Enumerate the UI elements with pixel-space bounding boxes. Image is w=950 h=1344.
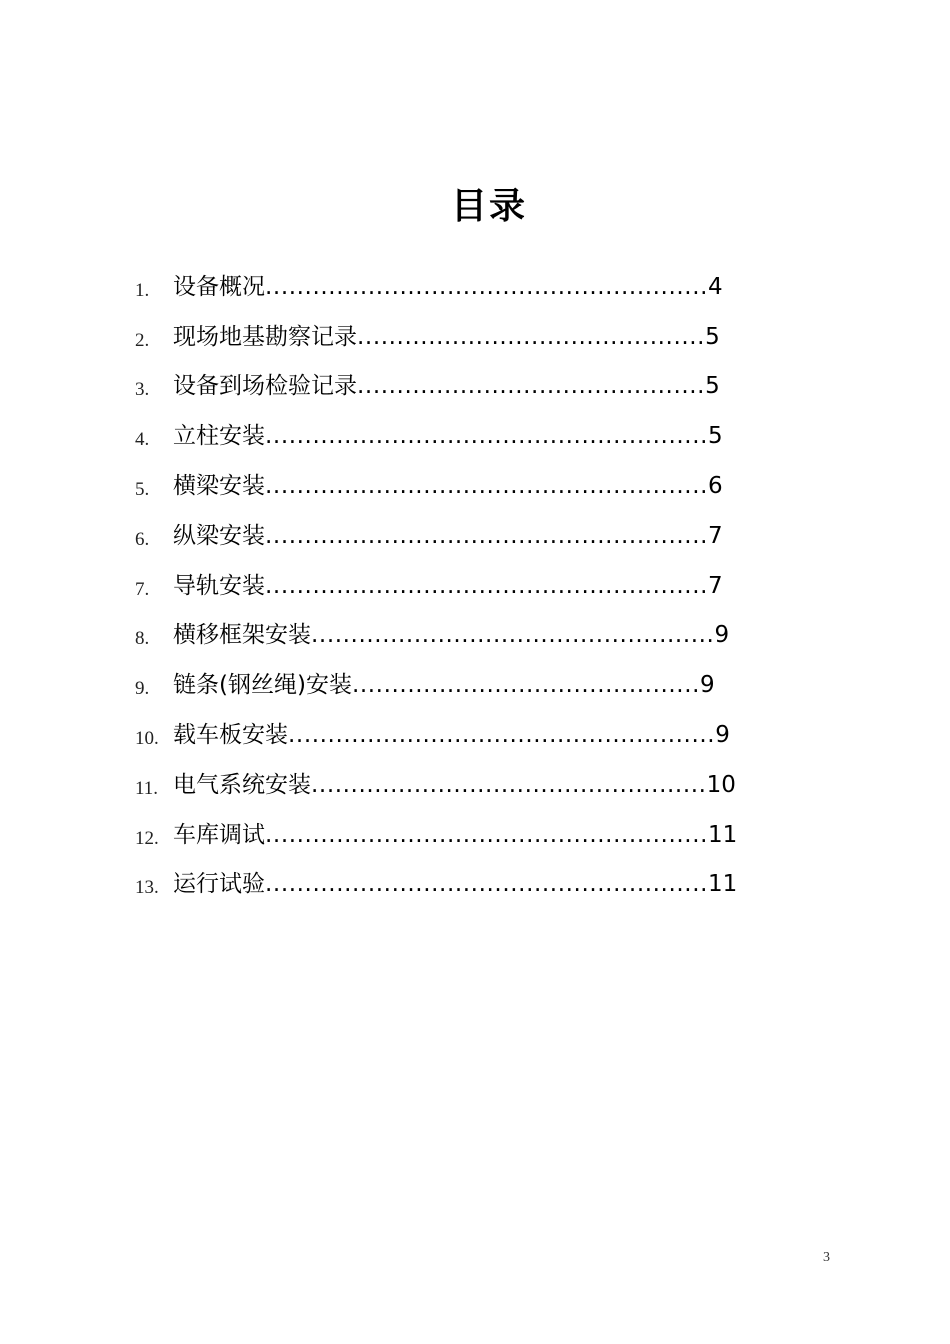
toc-entry-text: [173, 820, 737, 850]
toc-entry-page: 7: [708, 522, 723, 549]
toc-entry[interactable]: [135, 262, 835, 312]
toc-entry-number: 12.: [135, 827, 159, 849]
toc-entry[interactable]: [135, 660, 835, 710]
toc-entry-text: [173, 521, 723, 551]
toc-entry-leader-dots: ........................................................: [265, 821, 709, 848]
toc-entry-page: 5: [708, 423, 723, 450]
toc-entry-text: [173, 371, 720, 401]
toc-entry-text: [173, 322, 720, 352]
toc-entry[interactable]: [135, 511, 835, 561]
toc-entry-page: 5: [705, 323, 720, 350]
toc-entry[interactable]: [135, 411, 835, 461]
toc-entry-label: 载车板安装: [173, 722, 288, 749]
toc-entry-number: 10.: [135, 728, 159, 750]
toc-entry-page: 9: [700, 672, 715, 699]
toc-entry-label: 车库调试: [173, 821, 265, 848]
page-number: 3: [823, 1250, 830, 1265]
toc-entry-text: [173, 720, 730, 750]
toc-entry-label: 设备概况: [173, 273, 265, 300]
toc-entry-text: [173, 770, 736, 800]
toc-entry[interactable]: [135, 362, 835, 412]
toc-entry-page: 9: [715, 722, 730, 749]
toc-entry-page: 6: [708, 473, 723, 500]
toc-entry-leader-dots: ..................................................: [311, 771, 707, 798]
toc-entry-label: 横移框架安装: [173, 622, 311, 649]
toc-entry[interactable]: [135, 760, 835, 810]
toc-entry-number: 8.: [135, 628, 150, 650]
toc-entry[interactable]: [135, 561, 835, 611]
toc-entry-number: 5.: [135, 479, 150, 501]
toc-entry-leader-dots: ........................................................: [265, 423, 709, 450]
toc-entry-text: [173, 471, 723, 501]
toc-entry-text: [173, 272, 723, 302]
toc-entry-number: 2.: [135, 329, 150, 351]
toc-entry-text: [173, 869, 737, 899]
toc-entry-text: [173, 421, 723, 451]
toc-entry-leader-dots: ............................................: [357, 373, 706, 400]
toc-entry-leader-dots: ........................................................: [265, 871, 709, 898]
toc-entry-text: [173, 571, 723, 601]
toc-entry-leader-dots: ........................................................: [265, 572, 709, 599]
toc-entry[interactable]: [135, 710, 835, 760]
toc-entry[interactable]: [135, 860, 835, 910]
page-title: 目录: [450, 186, 527, 227]
toc-entry-page: 11: [708, 821, 738, 848]
toc-entry-page: 10: [706, 771, 736, 798]
toc-entry-number: 1.: [135, 279, 150, 301]
toc-entry-page: 7: [708, 572, 723, 599]
toc-entry-text: [173, 620, 729, 650]
toc-entry-number: 7.: [135, 578, 150, 600]
toc-entry-text: [173, 670, 715, 700]
toc-entry-page: 9: [714, 622, 730, 649]
toc-entry-leader-dots: ........................................................: [265, 522, 709, 549]
toc-entry[interactable]: [135, 461, 835, 511]
toc-entry-number: 3.: [135, 379, 150, 401]
toc-entry-label: 运行试验: [173, 871, 265, 898]
toc-entry-number: 9.: [135, 678, 150, 700]
toc-entry-label: 链条(钢丝绳)安装: [173, 672, 352, 699]
toc-entry-leader-dots: ........................................................: [265, 473, 709, 500]
toc-entry-number: 6.: [135, 528, 150, 550]
toc-entry-number: 11.: [135, 777, 159, 799]
toc-entry-page: 5: [705, 373, 720, 400]
toc-entry-label: 导轨安装: [173, 572, 265, 599]
toc-entry-leader-dots: ............................................: [357, 323, 706, 350]
toc-entry-page: 11: [708, 871, 738, 898]
toc-entry-number: 13.: [135, 877, 159, 899]
toc-entry-label: 纵梁安装: [173, 522, 265, 549]
table-of-contents: [135, 262, 835, 909]
toc-entry-leader-dots: ...................................................: [311, 622, 715, 649]
toc-entry-page: 4: [708, 273, 723, 300]
toc-entry-label: 设备到场检验记录: [173, 373, 357, 400]
toc-entry-leader-dots: ............................................: [351, 672, 701, 699]
toc-entry-label: 现场地基勘察记录: [173, 323, 357, 350]
toc-entry[interactable]: [135, 312, 835, 362]
toc-entry-label: 电气系统安装: [173, 771, 311, 798]
toc-entry[interactable]: [135, 810, 835, 860]
toc-entry[interactable]: [135, 611, 835, 661]
toc-entry-leader-dots: ........................................................: [265, 273, 709, 300]
toc-entry-number: 4.: [135, 429, 150, 451]
toc-entry-leader-dots: ......................................................: [288, 722, 716, 749]
toc-entry-label: 立柱安装: [173, 423, 265, 450]
toc-entry-label: 横梁安装: [173, 473, 265, 500]
